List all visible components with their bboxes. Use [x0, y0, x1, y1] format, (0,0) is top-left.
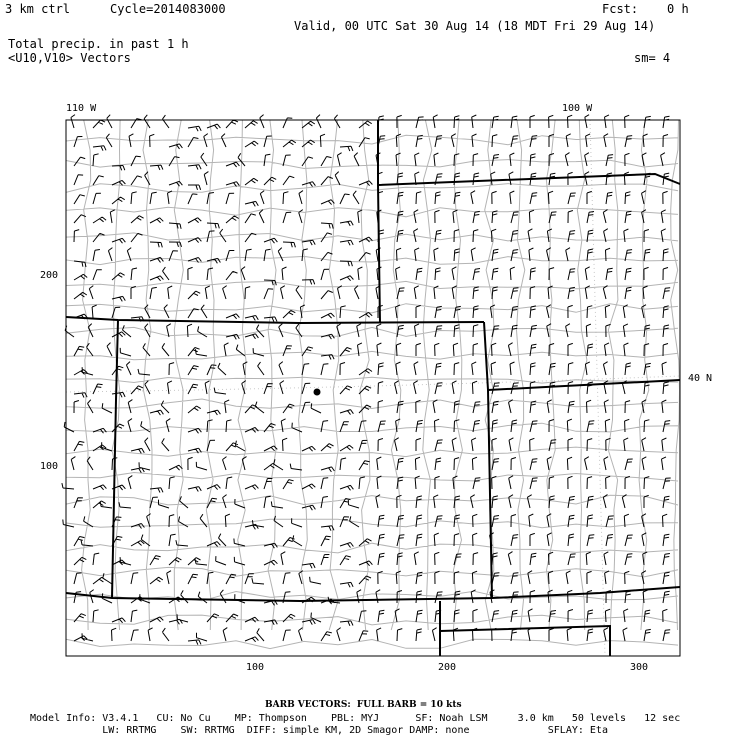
- lon-label-110w: 110 W: [66, 103, 97, 114]
- lon-label-100w: 100 W: [562, 103, 593, 114]
- model-info-line1: Model Info: V3.4.1 CU: No Cu MP: Thompson PBL: MYJ SF: Noah LSM 3.0 km 50 levels 12 sec: [30, 713, 681, 724]
- run-name: 3 km ctrl: [5, 2, 71, 16]
- cycle-label: Cycle=2014083000: [110, 2, 226, 16]
- location-dot: [314, 389, 321, 396]
- forecast-hour: Fcst: 0 h: [602, 2, 689, 16]
- y-tick-200: 200: [40, 270, 59, 281]
- vector-title: <U10,V10> Vectors: [8, 51, 131, 65]
- y-tick-100: 100: [40, 461, 59, 472]
- x-tick-300: 300: [630, 662, 649, 673]
- field-title: Total precip. in past 1 h: [8, 37, 189, 51]
- state-border-ne-ks: [488, 380, 680, 390]
- state-border-wyoming-east: [378, 120, 380, 323]
- x-tick-200: 200: [438, 662, 457, 673]
- valid-time: Valid, 00 UTC Sat 30 Aug 14 (18 MDT Fri 29 Aug 14): [294, 19, 656, 33]
- state-border-ok-panhandle: [440, 626, 610, 656]
- model-info-line2: LW: RRTMG SW: RRTMG DIFF: simple KM, 2D Smagor DAMP: none SFLAY: Eta: [30, 725, 608, 736]
- lat-label-40n: 40 N: [688, 373, 713, 384]
- x-tick-100: 100: [246, 662, 265, 673]
- smoothing-label: sm= 4: [634, 51, 671, 65]
- barb-legend: BARB VECTORS: FULL BARB = 10 kts: [265, 700, 462, 710]
- longitude-line: [590, 120, 605, 656]
